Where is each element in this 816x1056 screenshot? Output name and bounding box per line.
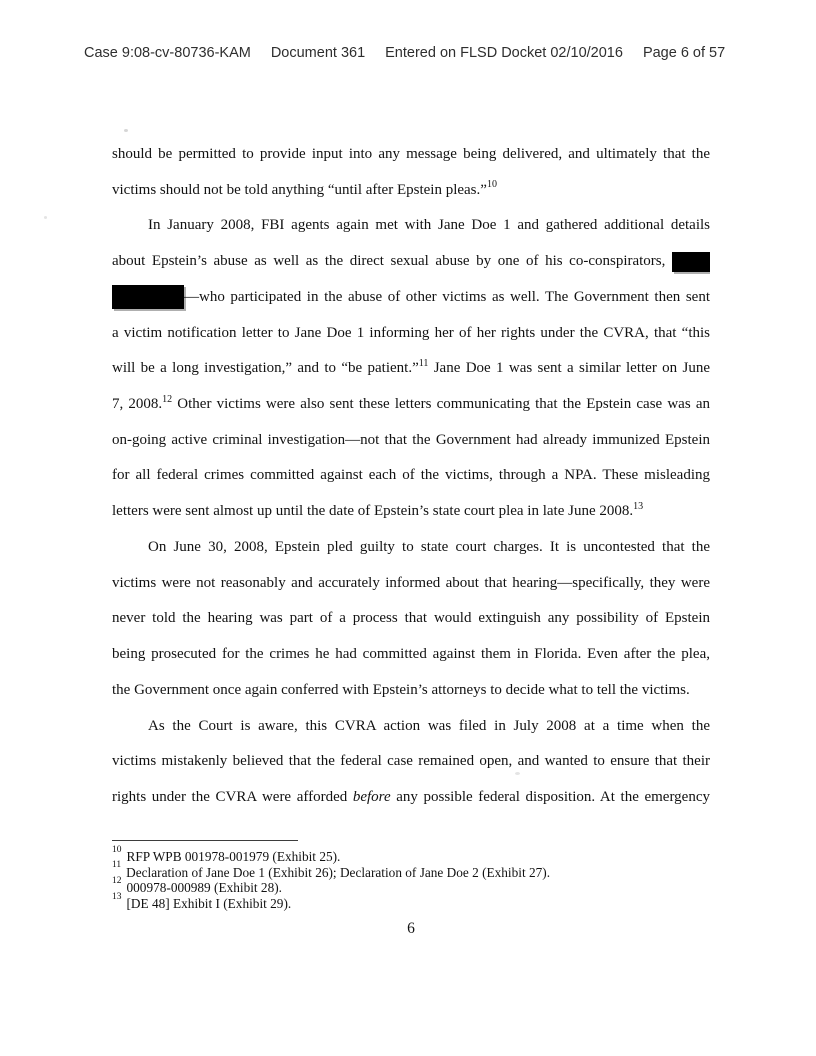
footnote-number: 12 <box>112 875 122 886</box>
body-line: should be permitted to provide input into any message being delivered, and ultimately that the <box>112 146 710 162</box>
body-line: On June 30, 2008, Epstein pled guilty to state court charges. It is uncontested that the <box>148 538 710 555</box>
body-line: about Epstein’s abuse as well as the direct sexual abuse by one of his co-conspirators, <box>112 244 710 280</box>
body-line: victims should not be told anything “until after Epstein pleas.”$^{10}$ <box>112 179 497 198</box>
body-line: victims mistakenly believed that the federal case remained open, and wanted to ensure that their <box>112 753 710 770</box>
footnote-text: [DE 48] Exhibit I (Exhibit 29). <box>126 896 292 912</box>
body-line: rights under the CVRA were afforded before any possible federal disposition. At the emergency <box>112 788 710 805</box>
body-line: letters were sent almost up until the date of Epstein’s state court plea in late June 2008.13 <box>112 500 644 520</box>
footnote-number: 13 <box>112 891 122 902</box>
header-docket-entry: Entered on FLSD Docket 02/10/2016 <box>385 45 623 61</box>
body-line: As the Court is aware, this CVRA action was filed in July 2008 at a time when the <box>148 717 710 734</box>
footnote-marker: 11 <box>418 357 429 369</box>
scan-artifact-dot <box>515 772 520 775</box>
case-header <box>84 45 725 61</box>
footnote-separator-rule <box>112 840 298 841</box>
footnote-text: 000978-000989 (Exhibit 28). <box>126 880 282 896</box>
footnotes-section <box>112 844 710 912</box>
body-line: the Government once again conferred with Epstein’s attorneys to decide what to tell the victims. <box>112 681 690 698</box>
footnote-number: 10 <box>112 844 122 855</box>
italic-text: before <box>352 788 391 805</box>
footnote-text: Declaration of Jane Doe 1 (Exhibit 26); Declaration of Jane Doe 2 (Exhibit 27). <box>126 864 551 880</box>
header-document-number: Document 361 <box>270 45 366 61</box>
body-line: never told the hearing was part of a process that would extinguish any possibility of Epstein <box>112 610 710 627</box>
footnote-11 <box>112 860 710 881</box>
body-line: for all federal crimes committed against each of the victims, through a NPA. These misleading <box>112 467 710 484</box>
footnote-13 <box>112 891 710 912</box>
footnote-text: RFP WPB 001978-001979 (Exhibit 25). <box>126 849 341 864</box>
footnote-marker: 12 <box>162 393 173 405</box>
body-line: In January 2008, FBI agents again met with Jane Doe 1 and gathered additional details <box>148 217 710 234</box>
footnote-marker: 10 <box>486 179 497 191</box>
footnote-12 <box>112 875 710 896</box>
body-line: —who participated in the abuse of other victims as well. The Government then sent <box>112 280 710 316</box>
scan-artifact-dot <box>44 216 47 219</box>
body-line: on-going active criminal investigation—not that the Government had already immunized Epstein <box>112 431 710 448</box>
redaction-box <box>112 285 184 309</box>
redaction-box <box>672 252 710 272</box>
footnote-number: 11 <box>112 860 122 871</box>
document-body <box>112 137 710 816</box>
page-number: 6 <box>407 920 415 937</box>
body-line: victims were not reasonably and accurately informed about that hearing—specifically, they were <box>112 574 710 591</box>
scan-artifact-dot <box>124 129 128 132</box>
footnote-marker: 13 <box>633 500 644 512</box>
body-line: 7, 2008.12 Other victims were also sent these letters communicating that the Epstein case was an <box>112 393 710 413</box>
header-case-number: Case 9:08-cv-80736-KAM <box>84 45 251 61</box>
header-page-count: Page 6 of 57 <box>642 45 726 61</box>
body-line: being prosecuted for the crimes he had committed against them in Florida. Even after the plea, <box>112 646 710 663</box>
body-line: a victim notification letter to Jane Doe 1 informing her of her rights under the CVRA, that “this <box>112 324 710 341</box>
body-line: will be a long investigation,” and to “be patient.”$^{11}$ Jane Doe 1 was sent a similar letter on June <box>112 357 710 377</box>
footnote-10 <box>112 844 710 865</box>
